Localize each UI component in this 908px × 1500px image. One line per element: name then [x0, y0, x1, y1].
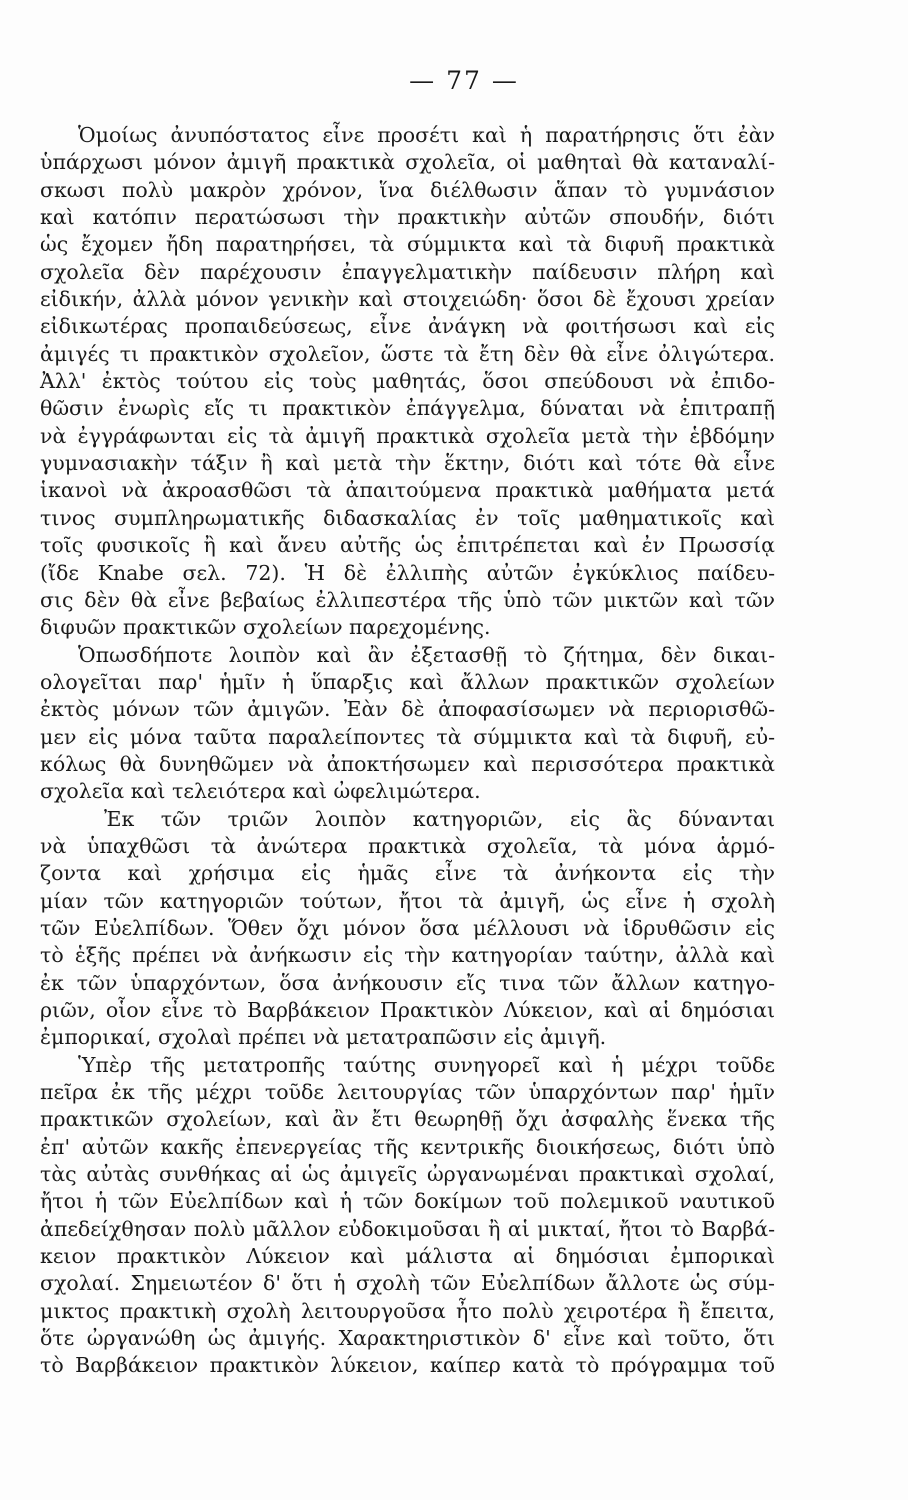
text-line: ἱκανοὶ νὰ ἀκροασθῶσι τὰ ἀπαιτούμενα πρακτικὰ μαθήματα μετά — [40, 478, 775, 503]
text-line: πεῖρα ἐκ τῆς μέχρι τοῦδε λειτουργίας τῶν ὑπαρχόντων παρ' ἡμῖν — [40, 1080, 775, 1105]
text-line: ἐκ τῶν ὑπαρχόντων, ὅσα ἀνήκουσιν εἴς τινα τῶν ἄλλων κατηγο- — [40, 970, 775, 995]
page-number: — 77 — — [409, 66, 519, 95]
text-line: ὅτε ὠργανώθη ὡς ἀμιγής. Χαρακτηριστικὸν δ' εἶνε καὶ τοῦτο, ὅτι — [40, 1326, 775, 1351]
text-line: ἤτοι ἡ τῶν Εὐελπίδων καὶ ἡ τῶν δοκίμων τοῦ πολεμικοῦ ναυτικοῦ — [40, 1189, 775, 1214]
text-line: τὸ ἑξῆς πρέπει νὰ ἀνήκωσιν εἰς τὴν κατηγορίαν ταύτην, ἀλλὰ καὶ — [40, 943, 775, 968]
text-line: κειον πρακτικὸν Λύκειον καὶ μάλιστα αἱ δημόσιαι ἐμπορικαὶ — [40, 1244, 775, 1269]
text-line: τινος συμπληρωματικῆς διδασκαλίας ἐν τοῖς μαθηματικοῖς καὶ — [40, 505, 775, 530]
text-line: σχολαί. Σημειωτέον δ' ὅτι ἡ σχολὴ τῶν Εὐελπίδων ἄλλοτε ὡς σύμ- — [40, 1271, 775, 1296]
text-line: Ὁμοίως ἀνυπόστατος εἶνε προσέτι καὶ ἡ παρατήρησις ὅτι ἐὰν — [78, 123, 775, 147]
text-line: εἰδικωτέρας προπαιδεύσεως, εἶνε ἀνάγκη νὰ φοιτήσωσι καὶ εἰς — [40, 314, 775, 339]
text-line: γυμνασιακὴν τάξιν ἢ καὶ μετὰ τὴν ἕκτην, διότι καὶ τότε θὰ εἶνε — [40, 451, 775, 476]
text-line: Ὁπωσδήποτε λοιπὸν καὶ ἂν ἐξετασθῇ τὸ ζήτημα, δὲν δικαι- — [78, 642, 775, 667]
text-line: ἀπεδείχθησαν πολὺ μᾶλλον εὐδοκιμοῦσαι ἢ αἱ μικταί, ἤτοι τὸ Βαρβά- — [40, 1216, 775, 1241]
text-line: ἀμιγές τι πρακτικὸν σχολεῖον, ὥστε τὰ ἔτη δὲν θὰ εἶνε ὀλιγώτερα. — [40, 341, 775, 366]
text-line: ὡς ἔχομεν ἤδη παρατηρήσει, τὰ σύμμικτα καὶ τὰ διφυῆ πρακτικὰ — [40, 232, 775, 257]
text-line: μεν εἰς μόνα ταῦτα παραλείποντες τὰ σύμμικτα καὶ τὰ διφυῆ, εὐ- — [40, 724, 775, 749]
text-line: ολογεῖται παρ' ἡμῖν ἡ ὕπαρξις καὶ ἄλλων πρακτικῶν σχολείων — [40, 669, 775, 694]
text-line: τοῖς φυσικοῖς ἢ καὶ ἄνευ αὐτῆς ὡς ἐπιτρέπεται καὶ ἐν Πρωσσίᾳ — [40, 533, 775, 558]
text-line: νὰ ἐγγράφωνται εἰς τὰ ἀμιγῆ πρακτικὰ σχολεῖα μετὰ τὴν ἑβδόμην — [40, 423, 775, 448]
text-line: ἐκτὸς μόνων τῶν ἀμιγῶν. Ἐὰν δὲ ἀποφασίσωμεν νὰ περιορισθῶ- — [40, 697, 775, 722]
text-line: καὶ κατόπιν περατώσωσι τὴν πρακτικὴν αὐτῶν σπουδήν, διότι — [40, 205, 775, 230]
text-line: ζοντα καὶ χρήσιμα εἰς ἡμᾶς εἶνε τὰ ἀνήκοντα εἰς τὴν — [40, 861, 775, 886]
text-line: Ἀλλ' ἐκτὸς τούτου εἰς τοὺς μαθητάς, ὅσοι σπεύδουσι νὰ ἐπιδο- — [40, 369, 775, 394]
text-line: ὑπάρχωσι μόνον ἀμιγῆ πρακτικὰ σχολεῖα, οἱ μαθηταὶ θὰ καταναλί- — [40, 150, 775, 175]
text-line: πρακτικῶν σχολείων, καὶ ἂν ἔτι θεωρηθῇ ὄχι ἀσφαλὴς ἕνεκα τῆς — [40, 1107, 775, 1132]
text-line: τῶν Εὐελπίδων. Ὅθεν ὄχι μόνον ὅσα μέλλουσι νὰ ἱδρυθῶσιν εἰς — [40, 915, 775, 940]
text-line: τὸ Βαρβάκειον πρακτικὸν λύκειον, καίπερ κατὰ τὸ πρόγραμμα τοῦ — [40, 1353, 775, 1378]
text-line: σις δὲν θὰ εἶνε βεβαίως ἐλλιπεστέρα τῆς ὑπὸ τῶν μικτῶν καὶ τῶν — [40, 587, 775, 612]
text-line: μικτος πρακτικὴ σχολὴ λειτουργοῦσα ἦτο πολὺ χειροτέρα ἢ ἔπειτα, — [40, 1298, 775, 1323]
text-line: θῶσιν ἐνωρὶς εἴς τι πρακτικὸν ἐπάγγελμα, δύναται νὰ ἐπιτραπῇ — [40, 396, 775, 421]
text-line: ἐπ' αὐτῶν κακῆς ἐπενεργείας τῆς κεντρικῆς διοικήσεως, διότι ὑπὸ — [40, 1134, 775, 1159]
text-line: (ἴδε Knabe σελ. 72). Ἡ δὲ ἐλλιπὴς αὐτῶν ἐγκύκλιος παίδευ- — [40, 560, 775, 585]
text-line: Ἐκ τῶν τριῶν λοιπὸν κατηγοριῶν, εἰς ἃς δύνανται — [104, 806, 775, 831]
text-line: ἐμπορικαί, σχολαὶ πρέπει νὰ μετατραπῶσιν εἰς ἀμιγῆ. — [40, 1025, 607, 1050]
text-line: νὰ ὑπαχθῶσι τὰ ἀνώτερα πρακτικὰ σχολεῖα, τὰ μόνα ἁρμό- — [40, 833, 775, 858]
text-line: εἰδικήν, ἀλλὰ μόνον γενικὴν καὶ στοιχειώδη· ὅσοι δὲ ἔχουσι χρείαν — [40, 287, 775, 312]
text-line: Ὑπὲρ τῆς μετατροπῆς ταύτης συνηγορεῖ καὶ ἡ μέχρι τοῦδε — [78, 1052, 775, 1077]
text-line: σκωσι πολὺ μακρὸν χρόνον, ἵνα διέλθωσιν ἅπαν τὸ γυμνάσιον — [40, 177, 775, 202]
text-line: διφυῶν πρακτικῶν σχολείων παρεχομένης. — [40, 615, 491, 640]
text-line: μίαν τῶν κατηγοριῶν τούτων, ἤτοι τὰ ἀμιγῆ, ὡς εἶνε ἡ σχολὴ — [40, 888, 775, 913]
text-line: σχολεῖα καὶ τελειότερα καὶ ὠφελιμώτερα. — [40, 779, 481, 804]
text-line: κόλως θὰ δυνηθῶμεν νὰ ἀποκτήσωμεν καὶ περισσότερα πρακτικὰ — [40, 751, 775, 776]
text-line: τὰς αὐτὰς συνθήκας αἱ ὡς ἀμιγεῖς ὠργανωμέναι πρακτικαὶ σχολαί, — [40, 1162, 775, 1187]
text-line: σχολεῖα δὲν παρέχουσιν ἐπαγγελματικὴν παίδευσιν πλήρη καὶ — [40, 259, 775, 284]
text-line: ριῶν, οἷον εἶνε τὸ Βαρβάκειον Πρακτικὸν Λύκειον, καὶ αἱ δημόσιαι — [40, 998, 775, 1022]
body-text — [40, 122, 775, 1380]
